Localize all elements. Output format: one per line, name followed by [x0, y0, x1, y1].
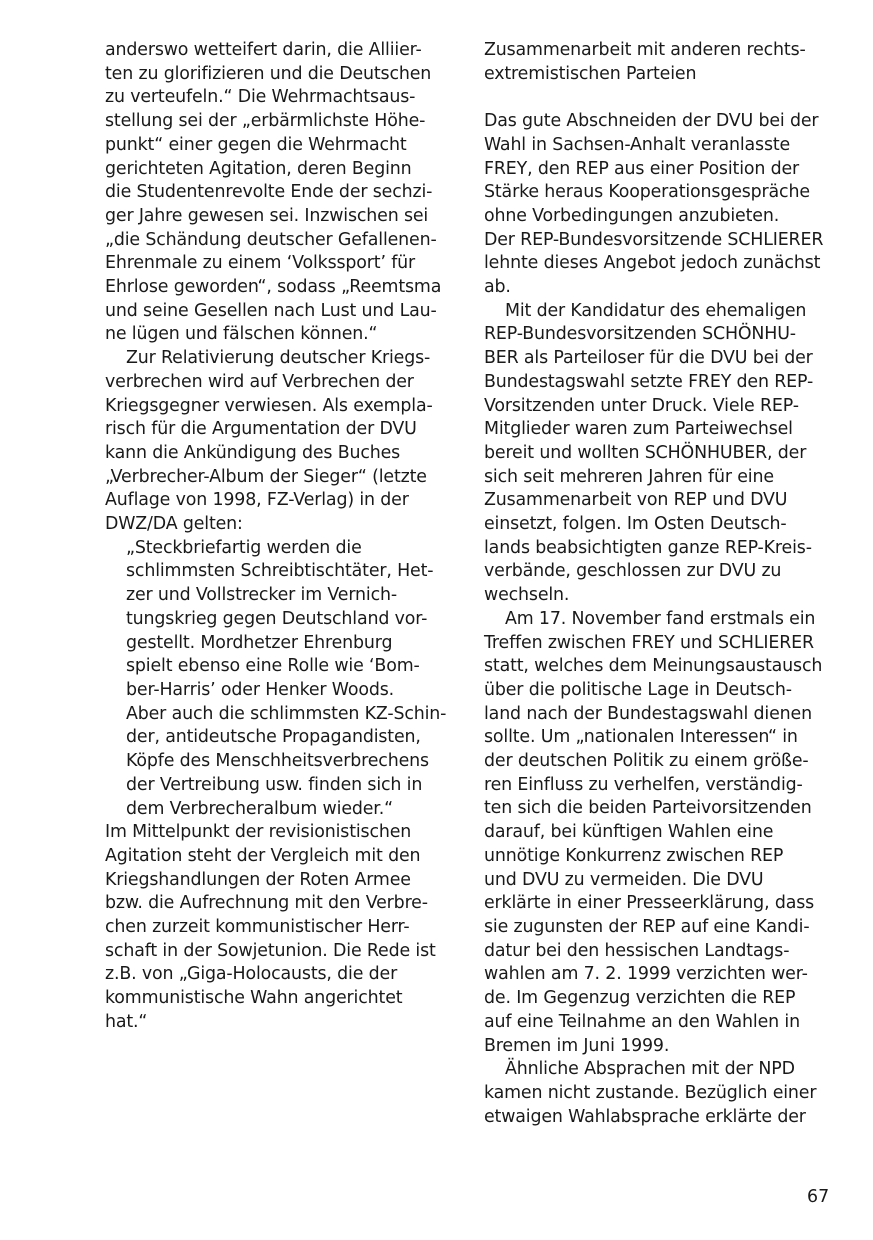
- text-line: Das gute Abschneiden der DVU bei der: [484, 111, 819, 132]
- text-line: tungskrieg gegen Deutschland vor-: [126, 608, 428, 629]
- right-paragraph-2: [484, 300, 834, 608]
- text-line: chen zurzeit kommunistischer Herr-: [105, 917, 410, 938]
- text-line: stellung sei der „erbärmlichste Höhe-: [105, 111, 426, 132]
- text-line: anderswo wetteifert darin, die Alliier-: [105, 40, 422, 60]
- page-number: 67: [807, 1187, 830, 1207]
- text-line: ab.: [484, 277, 511, 298]
- right-column: [484, 39, 834, 1129]
- text-line: sollte. Um „nationalen Interessen“ in: [484, 727, 798, 748]
- text-line: datur bei den hessischen Landtags-: [484, 940, 790, 961]
- text-line: Wahl in Sachsen-Anhalt veranlasste: [484, 134, 791, 155]
- text-line: BER als Parteiloser für die DVU bei der: [484, 348, 813, 369]
- text-line: der, antideutsche Propagandisten,: [126, 727, 421, 748]
- text-line: schaft in der Sowjetunion. Die Rede ist: [105, 940, 436, 961]
- text-line: kamen nicht zustande. Bezüglich einer: [484, 1082, 817, 1103]
- text-line: Im Mittelpunkt der revisionistischen: [105, 822, 412, 843]
- text-line: FREY, den REP aus einer Position der: [484, 158, 800, 179]
- left-block-quote: [105, 537, 455, 821]
- text-line: z.B. von „Giga-Holocausts, die der: [105, 964, 398, 985]
- text-line: statt, welches dem Meinungsaustausch: [484, 656, 823, 677]
- text-line: lehnte dieses Angebot jedoch zunächst: [484, 253, 821, 274]
- text-line: sich seit mehreren Jahren für eine: [484, 466, 774, 487]
- text-line: Mit der Kandidatur des ehemaligen: [505, 300, 807, 321]
- text-line: Zur Relativierung deutscher Kriegs-: [126, 348, 431, 369]
- text-line: Bundestagswahl setzte FREY den REP-: [484, 371, 814, 392]
- text-line: unnötige Konkurrenz zwischen REP: [484, 845, 784, 866]
- text-line: bereit und wollten SCHÖNHUBER, der: [484, 442, 807, 463]
- text-line: lands beabsichtigten ganze REP-Kreis-: [484, 537, 812, 558]
- text-line: verbände, geschlossen zur DVU zu: [484, 561, 782, 582]
- text-line: REP-Bundesvorsitzenden SCHÖNHU-: [484, 324, 796, 345]
- text-line: zer und Vollstrecker im Vernich-: [126, 585, 398, 606]
- text-line: risch für die Argumentation der DVU: [105, 419, 417, 440]
- text-line: der deutschen Politik zu einem größe-: [484, 751, 809, 772]
- text-line: einsetzt, folgen. Im Osten Deutsch-: [484, 514, 787, 535]
- text-line: kommunistische Wahn angerichtet: [105, 988, 403, 1009]
- left-paragraph-1: [105, 39, 455, 347]
- left-paragraph-3: [105, 821, 455, 1034]
- section-heading: [484, 39, 834, 86]
- text-line: Ähnliche Absprachen mit der NPD: [505, 1059, 795, 1080]
- right-paragraph-1: [484, 110, 834, 300]
- left-paragraph-2: [105, 347, 455, 537]
- text-line: Vorsitzenden unter Druck. Viele REP-: [484, 395, 799, 416]
- text-line: Am 17. November fand erstmals ein: [505, 608, 816, 629]
- text-line: ren Einfluss zu verhelfen, verständig-: [484, 774, 803, 795]
- text-line: Der REP-Bundesvorsitzende SCHLIERER: [484, 229, 824, 250]
- text-line: bzw. die Aufrechnung mit den Verbre-: [105, 893, 428, 914]
- text-line: etwaigen Wahlabsprache erklärte der: [484, 1106, 806, 1127]
- text-line: und seine Gesellen nach Lust und Lau-: [105, 300, 437, 321]
- text-line: dem Verbrecheralbum wieder.“: [126, 798, 393, 819]
- text-line: punkt“ einer gegen die Wehrmacht: [105, 134, 407, 155]
- text-line: ten sich die beiden Parteivorsitzenden: [484, 798, 812, 819]
- text-line: land nach der Bundestagswahl dienen: [484, 703, 812, 724]
- text-line: ne lügen und fälschen können.“: [105, 324, 378, 345]
- text-line: hat.“: [105, 1011, 148, 1032]
- text-line: der Vertreibung usw. finden sich in: [126, 774, 423, 795]
- text-line: „die Schändung deutscher Gefallenen-: [105, 229, 437, 250]
- text-line: sie zugunsten der REP auf eine Kandi-: [484, 917, 810, 937]
- heading-spacer: [484, 86, 834, 110]
- text-line: erklärte in einer Presseerklärung, dass: [484, 893, 815, 914]
- text-line: und DVU zu vermeiden. Die DVU: [484, 869, 764, 890]
- text-line: kann die Ankündigung des Buches: [105, 442, 401, 463]
- text-line: verbrechen wird auf Verbrechen der: [105, 371, 414, 392]
- text-line: extremistischen Parteien: [484, 63, 697, 84]
- text-line: Mitglieder waren zum Parteiwechsel: [484, 419, 793, 440]
- text-line: spielt ebenso eine Rolle wie ‘Bom-: [126, 656, 420, 677]
- text-line: de. Im Gegenzug verzichten die REP: [484, 988, 796, 1009]
- text-line: ber-Harris’ oder Henker Woods.: [126, 679, 394, 700]
- text-line: zu verteufeln.“ Die Wehrmachtsaus-: [105, 87, 416, 108]
- text-line: „Verbrecher-Album der Sieger“ (letzte: [105, 466, 427, 487]
- text-line: die Studentenrevolte Ende der sechzi-: [105, 182, 433, 203]
- text-line: auf eine Teilnahme an den Wahlen in: [484, 1011, 800, 1032]
- text-line: Ehrlose geworden“, sodass „Reemtsma: [105, 277, 442, 298]
- text-line: ger Jahre gewesen sei. Inzwischen sei: [105, 205, 429, 226]
- text-line: gestellt. Mordhetzer Ehrenburg: [126, 632, 393, 653]
- text-line: DWZ/DA gelten:: [105, 514, 243, 535]
- text-line: Kriegshandlungen der Roten Armee: [105, 869, 411, 890]
- text-line: Bremen im Juni 1999.: [484, 1035, 670, 1056]
- text-line: Zusammenarbeit von REP und DVU: [484, 490, 788, 511]
- text-line: Köpfe des Menschheitsverbrechens: [126, 751, 429, 772]
- text-line: Kriegsgegner verwiesen. Als exempla-: [105, 395, 433, 416]
- right-paragraph-4: [484, 1058, 834, 1129]
- text-line: wechseln.: [484, 585, 570, 606]
- text-line: ten zu glorifizieren und die Deutschen: [105, 63, 432, 84]
- text-line: Auflage von 1998, FZ-Verlag) in der: [105, 490, 409, 511]
- text-line: „Steckbriefartig werden die: [126, 537, 362, 558]
- text-line: schlimmsten Schreibtischtäter, Het-: [126, 561, 434, 582]
- text-line: gerichteten Agitation, deren Beginn: [105, 158, 412, 179]
- left-column: [105, 39, 455, 1035]
- text-line: wahlen am 7. 2. 1999 verzichten wer-: [484, 964, 808, 985]
- text-line: ohne Vorbedingungen anzubieten.: [484, 205, 780, 226]
- text-line: Aber auch die schlimmsten KZ-Schin-: [126, 703, 447, 724]
- text-line: Agitation steht der Vergleich mit den: [105, 845, 421, 866]
- text-line: Ehrenmale zu einem ‘Volkssport’ für: [105, 253, 416, 274]
- text-line: Treffen zwischen FREY und SCHLIERER: [484, 632, 814, 653]
- text-line: Zusammenarbeit mit anderen rechts-: [484, 40, 806, 60]
- text-line: Stärke heraus Kooperationsgespräche: [484, 182, 810, 203]
- right-paragraph-3: [484, 608, 834, 1058]
- text-line: über die politische Lage in Deutsch-: [484, 679, 792, 700]
- text-line: darauf, bei künftigen Wahlen eine: [484, 822, 774, 843]
